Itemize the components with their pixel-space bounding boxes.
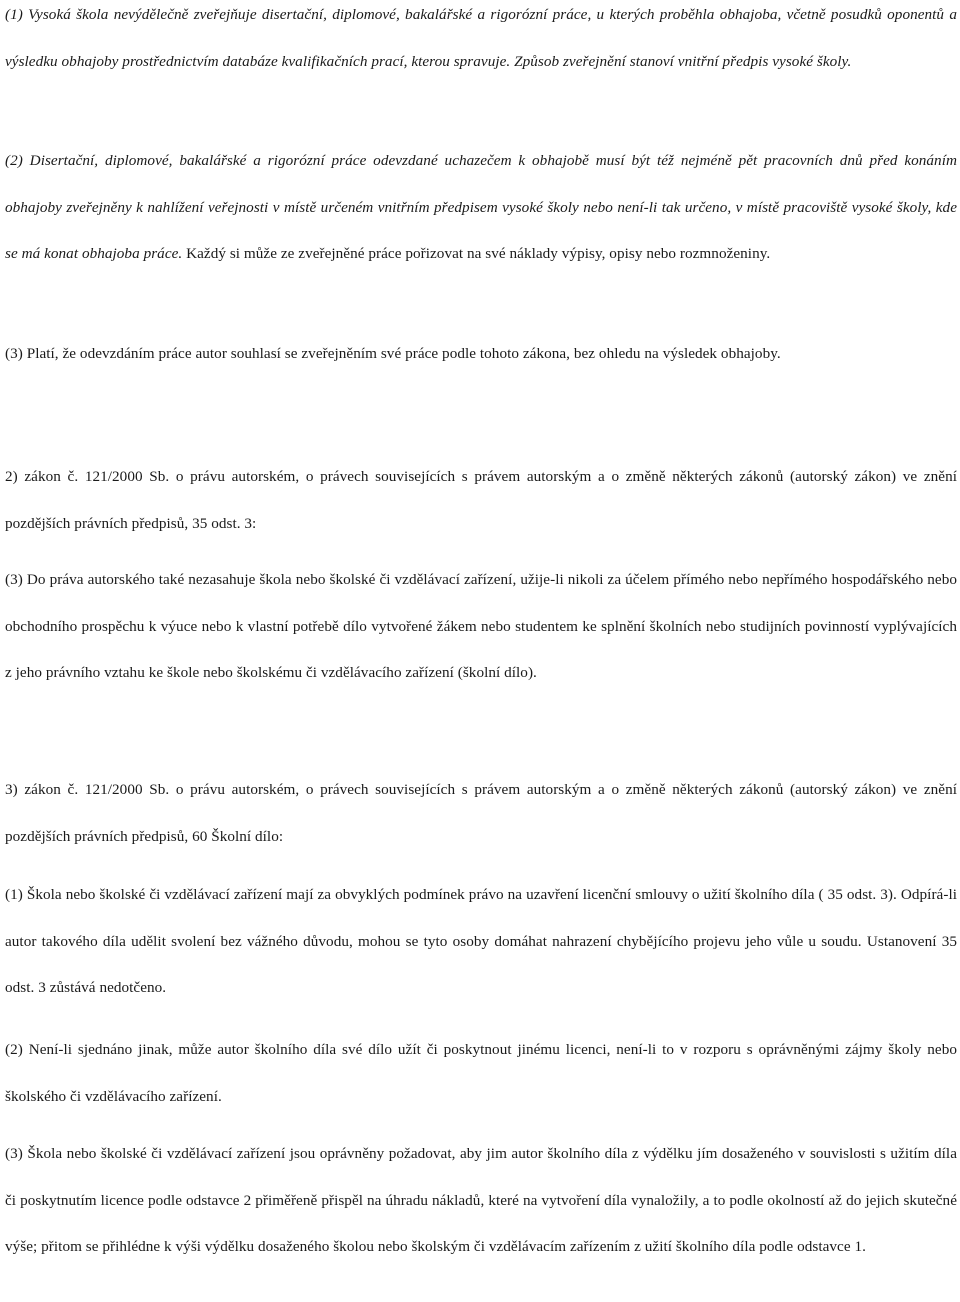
paragraph-section-60-1-text: (1) Škola nebo školské či vzdělávací zařízení mají za obvyklých podmínek právo na uzavření licenční smlouvy o užití školního díla ( 35 odst. 3). Odpírá-li autor takového díla udělit svolení bez vážného důvodu, mohou se tyto osoby domáhat nahrazení chybějícího projevu jeho vůle u soudu. Ustanovení 35 odst. 3 zůstává nedotčeno. [5,886,957,996]
paragraph-section-60-2-text: (2) Není-li sjednáno jinak, může autor školního díla své dílo užít či poskytnout jinému licenci, není-li to v rozporu s oprávněnými zájmy školy nebo školského či vzdělávacího zařízení. [5,1041,957,1105]
paragraph-3-text: (3) Platí, že odevzdáním práce autor souhlasí se zveřejněním své práce podle tohoto zákona, bez ohledu na výsledek obhajoby. [5,345,781,362]
paragraph-2 [5,138,957,278]
paragraph-section-60-3 [5,1131,957,1271]
paragraph-2-italic-text: (2) Disertační, diplomové, bakalářské a rigorózní práce odevzdané uchazečem k obhajobě musí být též nejméně pět pracovních dnů před konáním obhajoby zveřejněny k nahlížení veřejnosti v místě určeném vnitřním předpisem vysoké školy nebo není-li tak určeno, v místě pracoviště vysoké školy, kde se má konat obhajoba práce. [5,152,957,262]
paragraph-section-60-1 [5,872,957,1012]
paragraph-1-text: (1) Vysoká škola nevýdělečně zveřejňuje disertační, diplomové, bakalářské a rigorózní práce, u kterých proběhla obhajoba, včetně posudků oponentů a výsledku obhajoby prostřednictvím databáze kvalifikačních prací, kterou spravuje. Způsob zveřejnění stanoví vnitřní předpis vysoké školy. [5,6,957,70]
footnote-2 [5,454,957,547]
footnote-2-text: 2) zákon č. 121/2000 Sb. o právu autorském, o právech souvisejících s právem autorským a o změně některých zákonů (autorský zákon) ve znění pozdějších právních předpisů, 35 odst. 3: [5,468,957,532]
paragraph-school-work-text: (3) Do práva autorského také nezasahuje škola nebo školské či vzdělávací zařízení, užije-li nikoli za účelem přímého nebo nepřímého hospodářského nebo obchodního prospěchu k výuce nebo k vlastní potřebě dílo vytvořené žákem nebo studentem ke splnění školních nebo studijních povinností vyplývajících z jeho právního vztahu ke škole nebo školskému či vzdělávacího zařízení (školní dílo). [5,571,957,681]
paragraph-section-60-3-text: (3) Škola nebo školské či vzdělávací zařízení jsou oprávněny požadovat, aby jim autor školního díla z výdělku jím dosaženého v souvislosti s užitím díla či poskytnutím licence podle odstavce 2 přiměřeně přispěl na úhradu nákladů, které na vytvoření díla vynaložily, a to podle okolností až do jejich skutečné výše; přitom se přihlédne k výši výdělku dosaženého školou nebo školským či vzdělávacím zařízením z užití školního díla podle odstavce 1. [5,1145,957,1255]
footnote-3 [5,767,957,860]
paragraph-3 [5,331,957,378]
paragraph-section-60-2 [5,1027,957,1120]
paragraph-1 [5,0,957,85]
paragraph-2-normal-text: Každý si může ze zveřejněné práce pořizovat na své náklady výpisy, opisy nebo rozmnoženiny. [182,245,771,262]
footnote-3-text: 3) zákon č. 121/2000 Sb. o právu autorském, o právech souvisejících s právem autorským a o změně některých zákonů (autorský zákon) ve znění pozdějších právních předpisů, 60 Školní dílo: [5,781,957,845]
paragraph-school-work [5,557,957,697]
